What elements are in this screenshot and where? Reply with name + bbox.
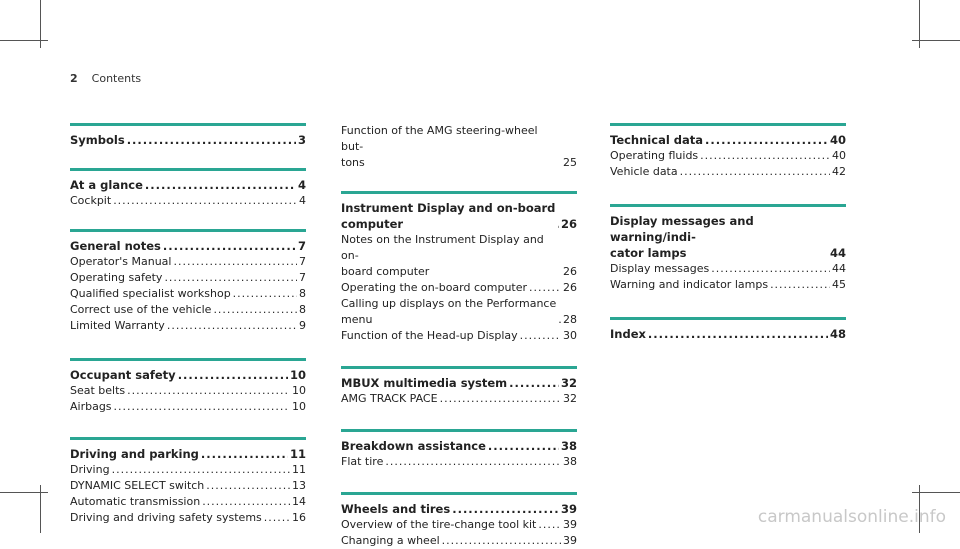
toc-entry[interactable]	[70, 478, 306, 494]
toc-heading-title: Driving and parking	[70, 447, 199, 461]
dot-leader	[127, 132, 296, 148]
toc-entry[interactable]	[341, 517, 577, 533]
dot-leader	[440, 391, 561, 407]
toc-entry-title: Operating fluids	[610, 149, 699, 162]
toc-entry[interactable]	[70, 302, 306, 318]
toc-entry[interactable]	[341, 280, 577, 296]
toc-entry-title: Driving	[70, 463, 110, 476]
dot-leader	[164, 270, 297, 286]
toc-heading[interactable]	[70, 367, 306, 383]
dot-leader	[452, 501, 559, 517]
toc-heading-title: Display messages and warning/indi- cator lamps	[610, 214, 754, 260]
toc-entry-title: Function of the Head-up Display	[341, 329, 518, 342]
toc-heading-page: 32	[560, 376, 577, 390]
toc-entry-page: 13	[292, 479, 306, 492]
toc-heading-title: Index	[610, 327, 646, 341]
dot-leader	[167, 318, 297, 334]
toc-heading-title: Instrument Display and on-board computer	[341, 201, 556, 231]
dot-leader	[770, 277, 830, 293]
toc-heading-page: 38	[560, 439, 577, 453]
toc-entry[interactable]	[70, 254, 306, 270]
toc-entry[interactable]	[341, 328, 577, 344]
toc-entry[interactable]	[610, 164, 846, 180]
toc-entry-page: 11	[292, 463, 306, 476]
toc-entry-page: 25	[563, 156, 577, 169]
toc-heading-title: Occupant safety	[70, 368, 176, 382]
toc-heading-page: 4	[297, 178, 306, 192]
toc-entry-page: 42	[832, 165, 846, 178]
toc-entry[interactable]	[70, 383, 306, 399]
toc-entry-title: Operator's Manual	[70, 255, 172, 268]
toc-entry[interactable]	[70, 193, 306, 209]
dot-leader	[648, 326, 828, 342]
toc-entry-title: Display messages	[610, 262, 710, 275]
toc-entry[interactable]	[70, 510, 306, 526]
toc-section	[610, 123, 846, 180]
toc-section	[70, 168, 306, 209]
crop-mark	[912, 492, 960, 493]
dot-leader	[520, 328, 561, 344]
crop-mark	[0, 492, 48, 493]
section-rule	[341, 191, 577, 194]
toc-heading[interactable]	[70, 132, 306, 148]
dot-leader	[705, 132, 828, 148]
toc-entry[interactable]	[70, 399, 306, 415]
toc-heading[interactable]	[341, 438, 577, 454]
toc-entry[interactable]	[341, 391, 577, 407]
toc-entry-title: Seat belts	[70, 384, 126, 397]
toc-entry-page: 26	[563, 281, 577, 294]
toc-entry[interactable]	[70, 286, 306, 302]
toc-section	[341, 191, 577, 344]
toc-entry-title: Overview of the tire-change tool kit	[341, 518, 537, 531]
section-rule	[341, 492, 577, 495]
dot-leader	[529, 280, 561, 296]
dot-leader	[385, 454, 561, 470]
toc-section	[70, 358, 306, 415]
toc-entry-page: 40	[832, 149, 846, 162]
toc-entry-title: Limited Warranty	[70, 319, 165, 332]
dot-leader	[442, 533, 561, 549]
toc-heading-page: 48	[829, 327, 846, 341]
toc-heading-page: 7	[297, 239, 306, 253]
toc-entry-title: Calling up displays on the Performance menu	[341, 297, 557, 326]
toc-section	[610, 204, 846, 293]
toc-section	[70, 437, 306, 526]
section-rule	[70, 168, 306, 171]
toc-entry[interactable]	[341, 296, 577, 328]
watermark: carmanualsonline.info	[757, 507, 946, 527]
toc-entry-page: 28	[563, 313, 577, 326]
toc-heading[interactable]	[341, 200, 577, 232]
dot-leader	[178, 367, 288, 383]
dot-leader	[509, 375, 559, 391]
dot-leader	[700, 148, 830, 164]
crop-mark	[0, 40, 48, 41]
toc-entry-page: 26	[563, 265, 577, 278]
toc-section	[70, 123, 306, 148]
toc-entry-page: 30	[563, 329, 577, 342]
toc-entry-page: 7	[299, 255, 306, 268]
dot-leader	[680, 164, 830, 180]
dot-leader	[173, 254, 297, 270]
section-rule	[70, 437, 306, 440]
toc-entry-page: 44	[832, 262, 846, 275]
toc-entry[interactable]	[610, 148, 846, 164]
toc-column-1	[70, 103, 306, 526]
toc-entry-page: 38	[563, 455, 577, 468]
toc-heading[interactable]	[341, 375, 577, 391]
toc-entry-title: Warning and indicator lamps	[610, 278, 769, 291]
toc-entry-title: Operating the on-board computer	[341, 281, 528, 294]
toc-heading[interactable]	[610, 132, 846, 148]
toc-heading[interactable]	[610, 326, 846, 342]
dot-leader	[201, 446, 288, 462]
dot-leader	[557, 216, 559, 232]
dot-leader	[233, 286, 297, 302]
toc-entry-page: 9	[299, 319, 306, 332]
toc-section	[610, 317, 846, 342]
dot-leader	[558, 312, 561, 328]
toc-heading-title: General notes	[70, 239, 161, 253]
dot-leader	[114, 399, 290, 415]
crop-mark	[912, 40, 960, 41]
toc-heading-title: Symbols	[70, 133, 125, 147]
toc-entry-page: 14	[292, 495, 306, 508]
dot-leader	[145, 177, 296, 193]
toc-heading-page: 10	[289, 368, 306, 382]
toc-column-2	[341, 103, 577, 549]
toc-heading[interactable]	[341, 501, 577, 517]
section-rule	[610, 123, 846, 126]
toc-section	[341, 492, 577, 549]
toc-entry[interactable]	[70, 318, 306, 334]
toc-entry-page: 45	[832, 278, 846, 291]
toc-entry-page: 39	[563, 534, 577, 547]
toc-column-3	[610, 103, 846, 342]
dot-leader	[163, 238, 296, 254]
page-number: 2	[70, 72, 78, 85]
toc-entry-title: Notes on the Instrument Display and on- board computer	[341, 233, 544, 278]
dot-leader	[264, 510, 290, 526]
toc-entry-page: 16	[292, 511, 306, 524]
toc-heading-title: Technical data	[610, 133, 704, 147]
toc-entry-title: Correct use of the vehicle	[70, 303, 212, 316]
toc-entry-page: 32	[563, 392, 577, 405]
toc-heading-page: 11	[289, 447, 306, 461]
toc-heading-page: 40	[829, 133, 846, 147]
dot-leader	[206, 478, 290, 494]
toc-entry[interactable]	[70, 494, 306, 510]
toc-section	[341, 429, 577, 470]
toc-heading[interactable]	[70, 446, 306, 462]
dot-leader	[127, 383, 290, 399]
toc-heading-page: 26	[560, 217, 577, 231]
toc-heading[interactable]	[70, 238, 306, 254]
toc-section	[70, 229, 306, 334]
toc-entry-page: 39	[563, 518, 577, 531]
toc-heading-title: Breakdown assistance	[341, 439, 486, 453]
toc-entry-title: Operating safety	[70, 271, 163, 284]
toc-entry-page: 8	[299, 303, 306, 316]
section-rule	[610, 204, 846, 207]
toc-entry-title: Driving and driving safety systems	[70, 511, 262, 524]
toc-heading[interactable]	[610, 213, 846, 261]
toc-entry[interactable]	[610, 261, 846, 277]
dot-leader	[538, 517, 561, 533]
toc-entry[interactable]	[341, 533, 577, 549]
section-rule	[70, 358, 306, 361]
section-rule	[341, 429, 577, 432]
toc-entry-title: Automatic transmission	[70, 495, 201, 508]
toc-heading-page: 44	[829, 246, 846, 260]
toc-entry-title: Qualified specialist workshop	[70, 287, 231, 300]
page-header	[70, 72, 141, 85]
dot-leader	[213, 302, 297, 318]
page-title: Contents	[91, 72, 142, 85]
toc-entry-title: AMG TRACK PACE	[341, 392, 438, 405]
toc-entry-title: Cockpit	[70, 194, 112, 207]
toc-entry[interactable]	[341, 123, 577, 171]
toc-heading-title: MBUX multimedia system	[341, 376, 508, 390]
toc-section	[341, 366, 577, 407]
dot-leader	[112, 462, 290, 478]
toc-entry[interactable]	[610, 277, 846, 293]
dot-leader	[202, 494, 290, 510]
toc-entry-page: 10	[292, 384, 306, 397]
section-rule	[610, 317, 846, 320]
toc-entry-title: Changing a wheel	[341, 534, 440, 547]
toc-heading-page: 3	[297, 133, 306, 147]
section-rule	[341, 366, 577, 369]
toc-heading-page: 39	[560, 502, 577, 516]
toc-entry-page: 10	[292, 400, 306, 413]
toc-entry-title: Function of the AMG steering-wheel but- tons	[341, 124, 538, 169]
section-rule	[70, 229, 306, 232]
dot-leader	[113, 193, 297, 209]
toc-entry-title: Vehicle data	[610, 165, 678, 178]
toc-entry-title: Flat tire	[341, 455, 384, 468]
toc-section	[341, 123, 577, 171]
toc-entry-title: DYNAMIC SELECT switch	[70, 479, 205, 492]
section-rule	[70, 123, 306, 126]
toc-entry-page: 8	[299, 287, 306, 300]
toc-entry[interactable]	[70, 270, 306, 286]
toc-entry[interactable]	[70, 462, 306, 478]
toc-heading-title: At a glance	[70, 178, 143, 192]
toc-heading[interactable]	[70, 177, 306, 193]
dot-leader	[711, 261, 830, 277]
toc-entry-page: 7	[299, 271, 306, 284]
toc-entry[interactable]	[341, 454, 577, 470]
dot-leader	[488, 438, 559, 454]
toc-entry-page: 4	[299, 194, 306, 207]
toc-entry-title: Airbags	[70, 400, 112, 413]
toc-heading-title: Wheels and tires	[341, 502, 451, 516]
toc-entry[interactable]	[341, 232, 577, 280]
